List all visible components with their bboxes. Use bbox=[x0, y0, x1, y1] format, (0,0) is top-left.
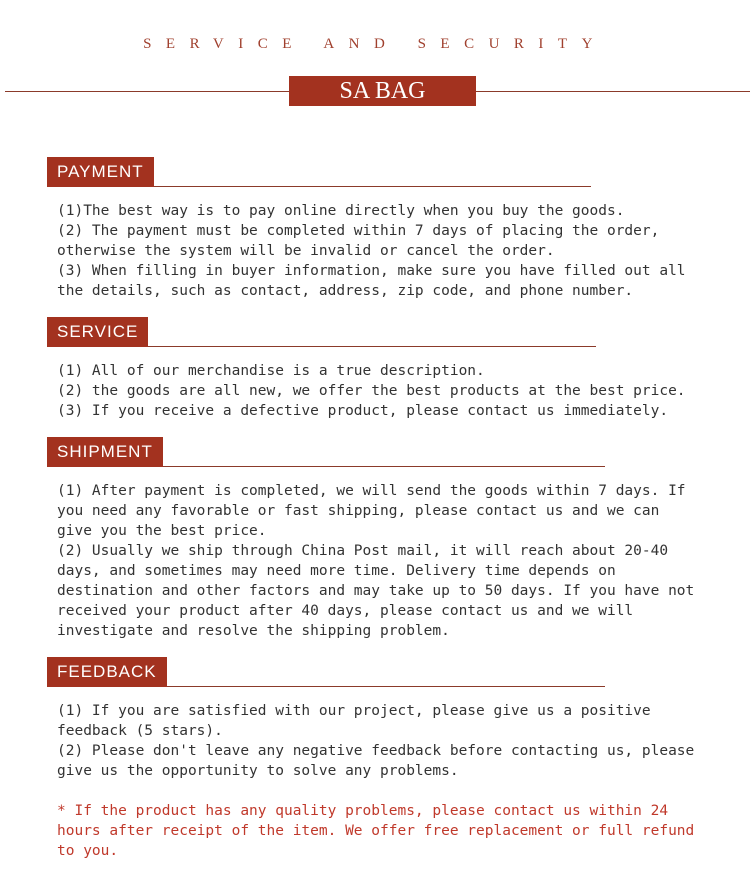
page-title: SERVICE AND SECURITY bbox=[143, 36, 607, 52]
service-text: (1) All of our merchandise is a true description. (2) the goods are all new, we offer the best products at the best price. (3) If you receive a defective product, please contact us immediately. bbox=[57, 363, 686, 419]
quality-note: * If the product has any quality problems, please contact us within 24 hours after receipt of the item. We offer free replacement or full refund to you. bbox=[57, 803, 695, 859]
brand-banner: SA BAG bbox=[289, 76, 476, 106]
payment-text: (1)The best way is to pay online directly when you buy the goods. (2) The payment must be completed within 7 days of placing the order, otherwise the system will be invalid or cancel the order. (3) When filling in buyer information, make sure you have filled out all the details, such as contact, address, zip code, and phone number. bbox=[57, 203, 686, 299]
section-heading-label: SERVICE bbox=[47, 317, 148, 347]
feedback-text: (1) If you are satisfied with our project, please give us a positive feedback (5 stars). (2) Please don't leave any negative feedback before contacting us, please give us the opportunity to solve any problems. bbox=[57, 703, 695, 779]
section-heading-label: PAYMENT bbox=[47, 157, 154, 187]
section-heading-label: FEEDBACK bbox=[47, 657, 167, 687]
shipment-text: (1) After payment is completed, we will send the goods within 7 days. If you need any favorable or fast shipping, please contact us and we can give you the best price. (2) Usually we ship through China Post mail, it will reach about 20-40 days, and sometimes may need more time. Delivery time depends on destination and other factors and may take up to 50 days. If you have not received your product after 40 days, please contact us and we will investigate and resolve the shipping problem. bbox=[57, 483, 695, 639]
section-heading-label: SHIPMENT bbox=[47, 437, 163, 467]
